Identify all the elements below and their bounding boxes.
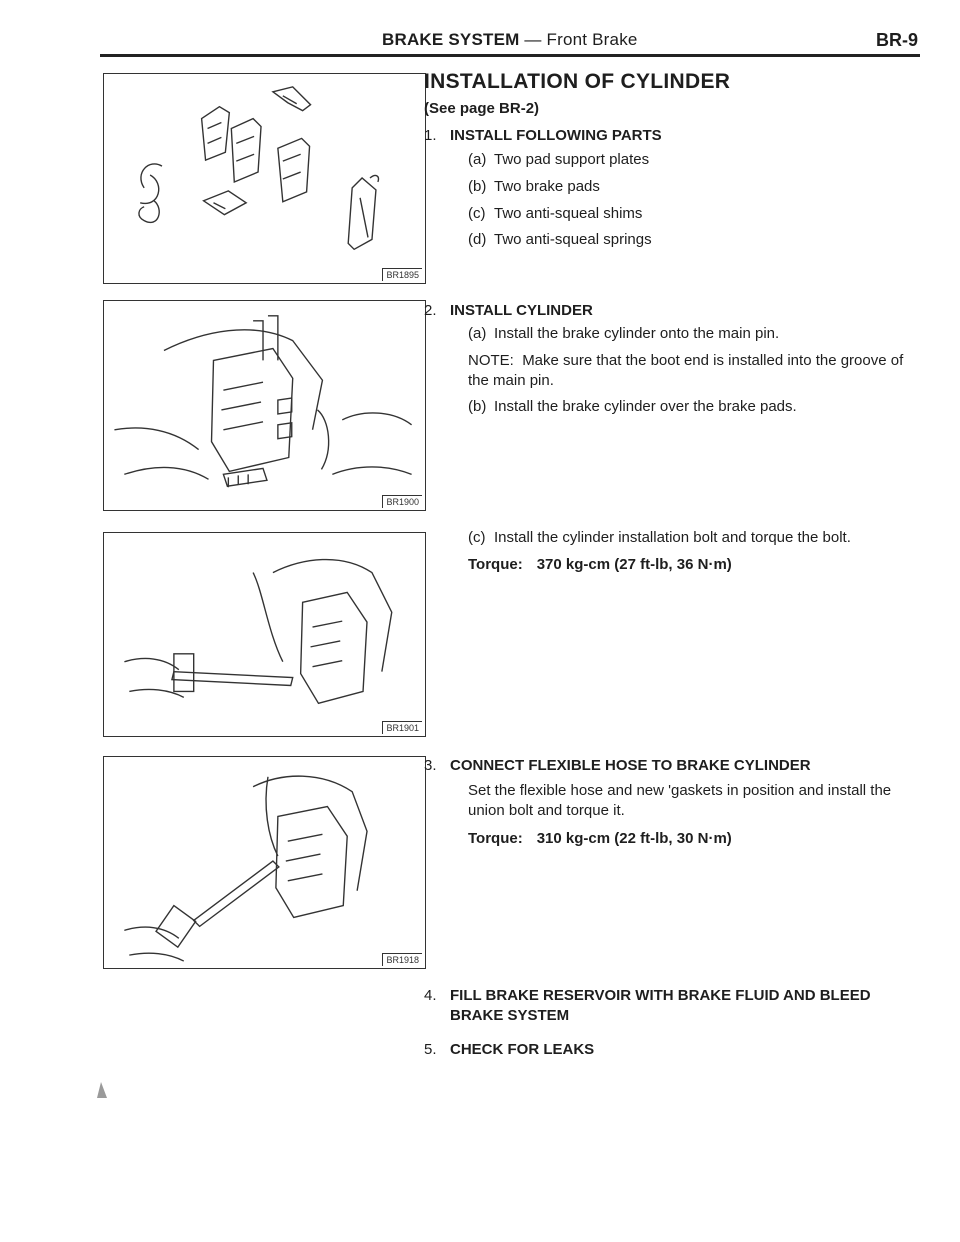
scan-mark	[97, 1082, 107, 1098]
step-number: 2.	[424, 302, 437, 319]
page-title: INSTALLATION OF CYLINDER	[424, 70, 731, 93]
item-text: Two anti-squeal shims	[494, 205, 643, 222]
item-label: (b)	[468, 178, 487, 195]
item-label: (a)	[468, 325, 487, 342]
step-title: INSTALL FOLLOWING PARTS	[450, 127, 662, 144]
section-name: BRAKE SYSTEM	[382, 30, 520, 49]
figure-code: BR1901	[382, 721, 422, 734]
step-1-heading	[424, 127, 924, 144]
item-text: Install the cylinder installation bolt and torque the bolt.	[494, 529, 851, 546]
item-text: Install the brake cylinder onto the main pin.	[494, 325, 780, 342]
step-2-item-a	[468, 324, 918, 344]
item-label: (a)	[468, 151, 487, 168]
subsection-name: — Front Brake	[524, 30, 638, 49]
step-5-heading	[424, 1041, 924, 1058]
step-title: CHECK FOR LEAKS	[450, 1041, 595, 1058]
install-cylinder-illustration	[104, 301, 425, 510]
step-number: 3.	[424, 757, 437, 774]
item-label: (c)	[468, 529, 486, 546]
torque-label: Torque:	[468, 556, 523, 573]
step-title: CONNECT FLEXIBLE HOSE TO BRAKE CYLINDER	[450, 757, 811, 774]
page-number: BR-9	[875, 30, 918, 50]
step-2-item-c	[468, 528, 918, 548]
step-1-item-a	[468, 150, 918, 170]
pad-parts-illustration	[104, 74, 425, 283]
flexible-hose-illustration	[104, 757, 425, 968]
figure-install-cylinder	[103, 300, 426, 511]
item-text: Install the brake cylinder over the brake pads.	[494, 398, 797, 415]
figure-pad-parts	[103, 73, 426, 284]
step-1-item-c	[468, 204, 918, 224]
figure-code: BR1900	[382, 495, 422, 508]
item-text: Two anti-squeal springs	[494, 231, 652, 248]
header-rule	[100, 54, 920, 57]
step-number: 4.	[424, 987, 437, 1004]
step-3-heading	[424, 757, 924, 774]
item-text: Two pad support plates	[494, 151, 650, 168]
step-1-item-d	[468, 230, 918, 250]
section-heading	[424, 70, 924, 117]
step-2-item-b	[468, 397, 918, 417]
step-3-torque	[468, 830, 732, 847]
torque-label: Torque:	[468, 830, 523, 847]
item-text: Two brake pads	[494, 178, 600, 195]
note-label: NOTE:	[468, 352, 514, 369]
figure-torque-bolt	[103, 532, 426, 737]
page-reference: (See page BR-2)	[424, 100, 540, 117]
step-3-body: Set the flexible hose and new 'gaskets in position and install the union bolt and torque it.	[468, 782, 892, 819]
figure-code: BR1918	[382, 953, 422, 966]
item-label: (d)	[468, 231, 487, 248]
item-label: (b)	[468, 398, 487, 415]
torque-value: 310 kg-cm (22 ft-lb, 30 N·m)	[536, 830, 732, 847]
step-4-heading	[424, 986, 914, 1026]
step-2-heading	[424, 302, 924, 319]
step-number: 1.	[424, 127, 437, 144]
figure-code: BR1895	[382, 268, 422, 281]
step-title: INSTALL CYLINDER	[450, 302, 593, 319]
section-title	[382, 30, 638, 50]
step-number: 5.	[424, 1041, 437, 1058]
step-2-torque	[468, 556, 732, 573]
step-1-item-b	[468, 177, 918, 197]
step-2-note	[468, 351, 913, 391]
page-header	[100, 30, 918, 52]
step-title: FILL BRAKE RESERVOIR WITH BRAKE FLUID AND BLEED BRAKE SYSTEM	[450, 987, 871, 1024]
torque-value: 370 kg-cm (27 ft-lb, 36 N·m)	[536, 556, 732, 573]
item-label: (c)	[468, 205, 486, 222]
figure-flexible-hose	[103, 756, 426, 969]
torque-bolt-illustration	[104, 533, 425, 736]
note-text: Make sure that the boot end is installed into the groove of the main pin.	[468, 352, 904, 389]
